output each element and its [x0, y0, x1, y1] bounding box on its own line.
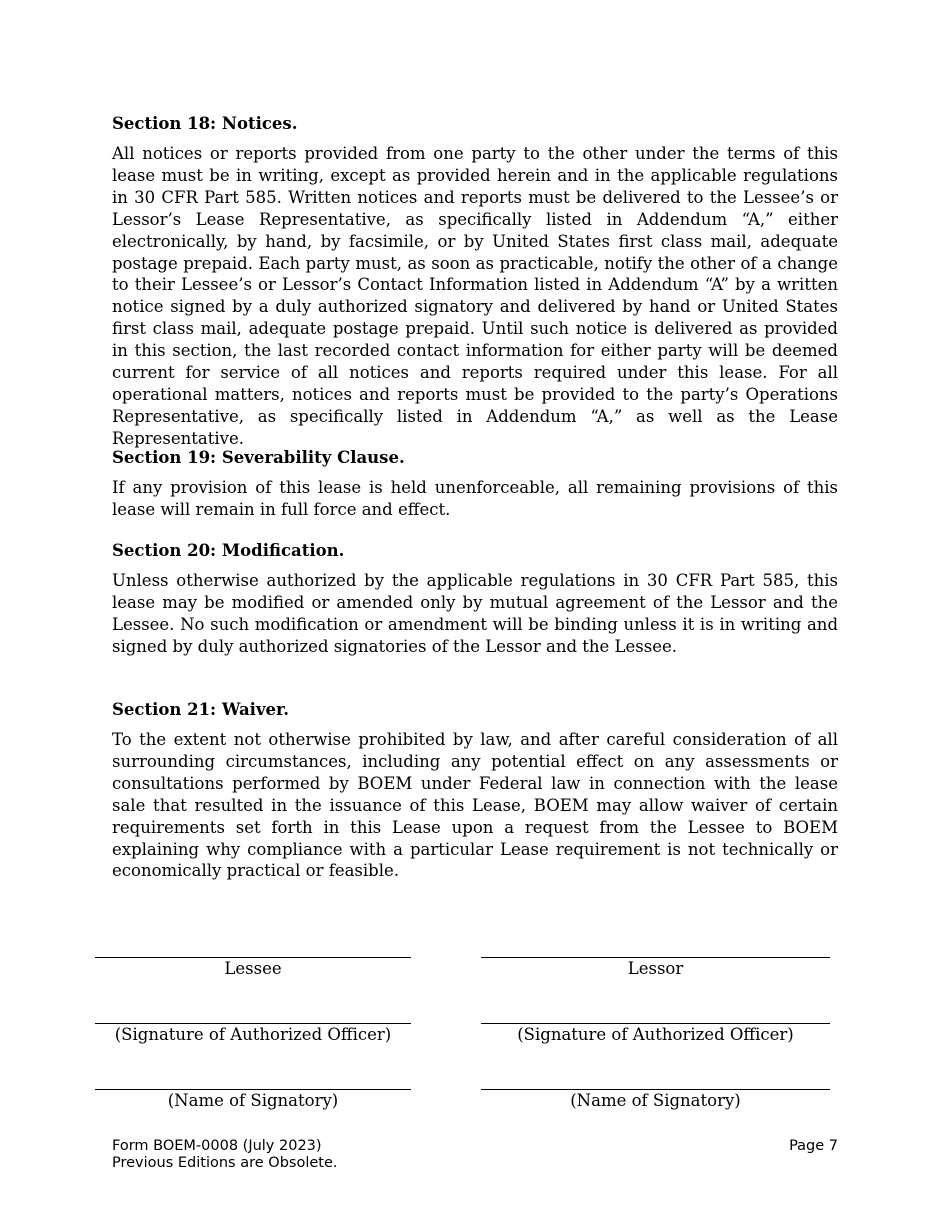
lessor-name-label: (Name of Signatory) — [570, 1091, 741, 1110]
footer-obsolete-note: Previous Editions are Obsolete. — [112, 1155, 338, 1171]
section-20-body: Unless otherwise authorized by the applicable regulations in 30 CFR Part 585, this lease may be modified or amended only by mutual agreement of the Lessor and the Lessee. No such modification or amendment will be binding unless it is in writing and signed by duly authorized signatories of the Lessor and the Lessee. — [112, 571, 838, 656]
section-19-heading: Section 19: Severability Clause. — [112, 448, 405, 467]
section-20-heading: Section 20: Modification. — [112, 541, 345, 560]
footer-form-number: Form BOEM-0008 (July 2023) — [112, 1138, 322, 1154]
footer-page-number: Page 7 — [789, 1138, 838, 1154]
lessor-label: Lessor — [627, 959, 684, 978]
lessor-name-line — [481, 1089, 830, 1090]
section-18-heading: Section 18: Notices. — [112, 114, 298, 133]
section-19-body: If any provision of this lease is held unenforceable, all remaining provisions of this lease will remain in full force and effect. — [112, 478, 838, 519]
lessor-signature-line — [481, 957, 830, 958]
lessee-officer-line — [95, 1023, 411, 1024]
section-18-body: All notices or reports provided from one party to the other under the terms of this lease must be in writing, except as provided herein and in the applicable regulations in 30 CFR Part 585. Written notices and reports must be delivered to the Lessee’s or Lessor’s Lease Representative, as specifically listed in Addendum “A,” either electronically, by hand, by facsimile, or by United States first class mail, adequate postage prepaid. Each party must, as soon as practicable, notify the other of a change to their Lessee’s or Lessor’s Contact Information listed in Addendum “A” by a written notice signed by a duly authorized signatory and delivered by hand or United States first class mail, adequate postage prepaid. Until such notice is delivered as provided in this section, the last recorded contact information for either party will be deemed current for service of all notices and reports required under this lease. For all operational matters, notices and reports must be provided to the party’s Operations Representative, as specifically listed in Addendum “A,” as well as the Lease Representative. — [112, 144, 838, 448]
lessor-officer-label: (Signature of Authorized Officer) — [517, 1025, 794, 1044]
lessee-signature-line — [95, 957, 411, 958]
section-21-body: To the extent not otherwise prohibited by law, and after careful consideration of all surrounding circumstances, including any potential effect on any assessments or consultations performed by BOEM under Federal law in connection with the lease sale that resulted in the issuance of this Lease, BOEM may allow waiver of certain requirements set forth in this Lease upon a request from the Lessee to BOEM explaining why compliance with a particular Lease requirement is not technically or economically practical or feasible. — [112, 730, 838, 881]
section-21-heading: Section 21: Waiver. — [112, 700, 289, 719]
lessee-label: Lessee — [224, 959, 282, 978]
lessee-officer-label: (Signature of Authorized Officer) — [114, 1025, 392, 1044]
lessee-name-line — [95, 1089, 411, 1090]
lessee-name-label: (Name of Signatory) — [167, 1091, 339, 1110]
lessor-officer-line — [481, 1023, 830, 1024]
